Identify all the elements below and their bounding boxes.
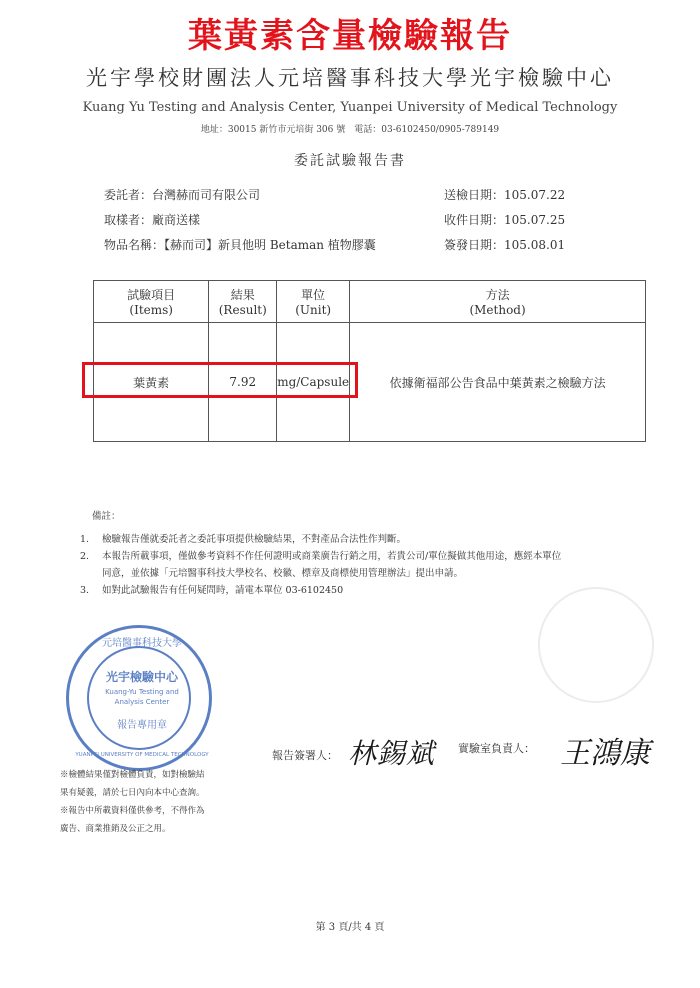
notes-section (80, 508, 660, 599)
cell-unit: mg/Capsule (277, 323, 350, 442)
sampler-value: 廠商送樣 (152, 213, 201, 227)
issue-date-label: 簽發日期： (444, 238, 505, 252)
notes-title: 備註： (92, 511, 121, 522)
disclaimer: ※檢體結果僅對檢體負責，如對檢驗結 果有疑義，請於七日內向本中心查詢。 ※報告中所載資料僅供參考，不得作為 廣告、商業推銷及公正之用。 (60, 770, 205, 834)
client-value: 台灣赫而司有限公司 (152, 188, 261, 202)
sampler-row (104, 211, 200, 228)
table-header-row (94, 281, 646, 323)
org-name-en: Kuang Yu Testing and Analysis Center, Yuanpei University of Medical Technology (82, 100, 618, 115)
test-date-value: 105.07.22 (504, 188, 566, 202)
cell-method: 依據衛福部公告食品中葉黃素之檢驗方法 (350, 323, 646, 442)
org-address: 地址：30015 新竹市元培街 306 號 電話：03-6102450/0905-789149 (200, 125, 500, 135)
header-unit: 單位 (Unit) (277, 281, 350, 323)
stamp-ring-en: YUANPEI UNIVERSITY OF MEDICAL TECHNOLOGY (75, 752, 209, 758)
client-row (104, 186, 260, 203)
product-row (104, 236, 376, 253)
receive-date-row (444, 211, 565, 228)
header-result: 結果 (Result) (209, 281, 277, 323)
sampler-label: 取樣者： (104, 213, 153, 227)
stamp-bottom-text: 報告專用章 (117, 720, 167, 731)
result-highlight-box (82, 362, 358, 398)
lab-head-signature: 王鴻康 (560, 736, 650, 771)
embossed-seal-icon (538, 587, 654, 703)
stamp-ring-text: 元培醫事科技大學 (102, 638, 182, 649)
note-item: 3. 如對此試驗報告有任何疑問時，請電本單位 03-6102450 (80, 585, 344, 596)
cell-result: 7.92 (209, 323, 277, 442)
header-items: 試驗項目 (Items) (94, 281, 209, 323)
test-date-row (444, 186, 565, 203)
product-value: 【赫而司】新貝他明 Betaman 植物膠囊 (164, 238, 376, 252)
receive-date-label: 收件日期： (444, 213, 505, 227)
signer-label: 報告簽署人： (272, 749, 338, 762)
page-number: 第 3 頁/共 4 頁 (315, 922, 385, 933)
report-banner-title: 葉黃素含量檢驗報告 (188, 16, 512, 56)
client-label: 委託者： (104, 188, 153, 202)
cell-item: 葉黃素 (94, 323, 209, 442)
org-name-zh: 光宇學校財團法人元培醫事科技大學光宇檢驗中心 (86, 66, 614, 90)
document-title: 委託試驗報告書 (294, 153, 406, 169)
note-item: 2. 本報告所載事項，僅做參考資料不作任何證明或商業廣告行銷之用，若貴公司/單位擬做其他用途，應經本單位 (80, 551, 562, 562)
lab-head-label: 實驗室負責人： (458, 742, 535, 755)
issue-date-value: 105.08.01 (504, 238, 566, 252)
test-date-label: 送檢日期： (444, 188, 505, 202)
stamp-center-text: 光宇檢驗中心 (105, 670, 178, 684)
note-item: 同意，並依據「元培醫事科技大學校名、校徽、標章及商標使用管理辦法」提出申請。 (102, 568, 464, 579)
header-method: 方法 (Method) (350, 281, 646, 323)
signer-signature: 林錫斌 (348, 737, 436, 770)
stamp-en-line1: Kuang-Yu Testing and (105, 688, 179, 696)
receive-date-value: 105.07.25 (504, 213, 566, 227)
results-table (93, 280, 646, 442)
official-stamp-icon (66, 625, 212, 771)
product-label: 物品名稱： (104, 238, 165, 252)
issue-date-row (444, 236, 565, 253)
stamp-en-line2: Analysis Center (114, 698, 170, 706)
note-item: 1. 檢驗報告僅就委託者之委託事項提供檢驗結果，不對產品合法性作判斷。 (80, 534, 407, 545)
